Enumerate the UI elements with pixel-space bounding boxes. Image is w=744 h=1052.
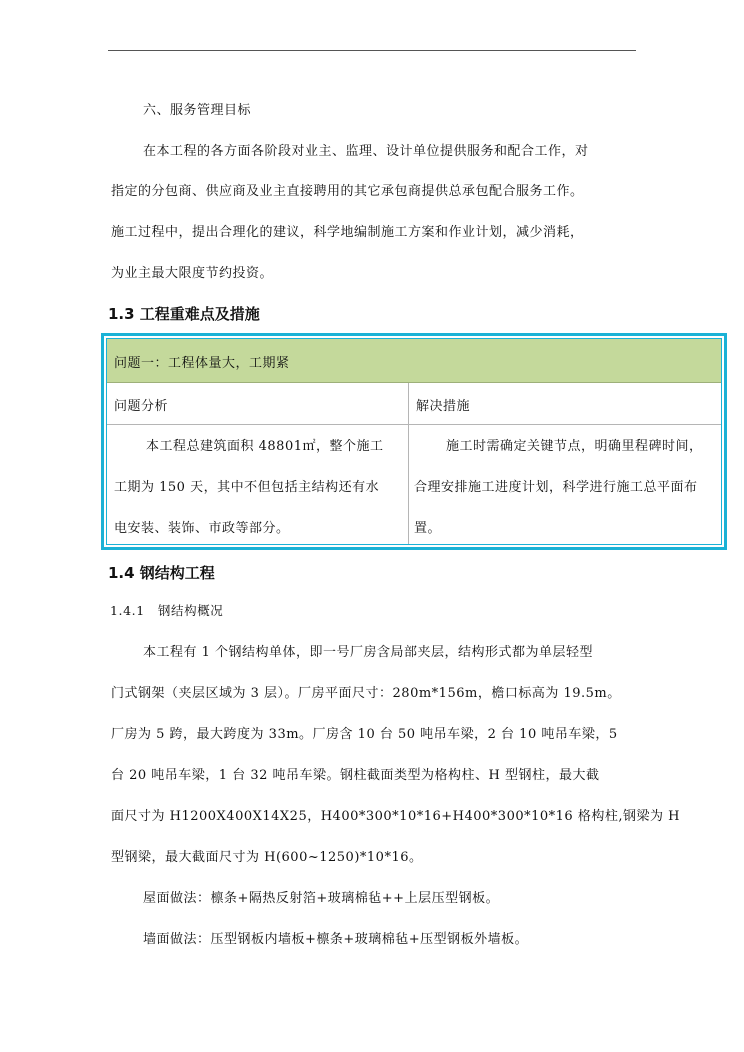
paragraph-line: 门式钢架（夹层区域为 3 层）。厂房平面尺寸：280m*156m，檐口标高为 19.5m。 bbox=[111, 686, 621, 701]
analysis-line: 电安装、装饰、市政等部分。 bbox=[114, 521, 290, 536]
section-1-4-heading: 1.4 钢结构工程 bbox=[108, 564, 215, 582]
header-rule bbox=[108, 50, 636, 51]
paragraph-line: 墙面做法：压型钢板内墙板+檩条+玻璃棉毡+压型钢板外墙板。 bbox=[143, 932, 529, 947]
measures-line: 施工时需确定关键节点，明确里程碑时间， bbox=[446, 439, 703, 454]
issue-title: 问题一：工程体量大，工期紧 bbox=[114, 356, 290, 371]
paragraph-line: 台 20 吨吊车梁，1 台 32 吨吊车梁。钢柱截面类型为格构柱、H 型钢柱，最大截 bbox=[111, 768, 600, 783]
issue-table-inner bbox=[106, 338, 722, 545]
paragraph-line: 本工程有 1 个钢结构单体，即一号厂房含局部夹层，结构形式都为单层轻型 bbox=[143, 645, 594, 660]
paragraph-line: 为业主最大限度节约投资。 bbox=[111, 266, 274, 281]
paragraph-line: 屋面做法：檩条+隔热反射箔+玻璃棉毡++上层压型钢板。 bbox=[143, 891, 500, 906]
issue-table bbox=[101, 333, 727, 550]
paragraph-line: 指定的分包商、供应商及业主直接聘用的其它承包商提供总承包配合服务工作。 bbox=[111, 184, 584, 199]
col-analysis-label: 问题分析 bbox=[114, 399, 169, 414]
column-header-row bbox=[107, 383, 721, 425]
paragraph-line: 厂房为 5 跨，最大跨度为 33m。厂房含 10 台 50 吨吊车梁，2 台 10 吨吊车梁，5 bbox=[111, 727, 618, 742]
col-measures-label: 解决措施 bbox=[416, 399, 471, 414]
section-6-title: 六、服务管理目标 bbox=[143, 103, 252, 118]
paragraph-line: 型钢梁，最大截面尺寸为 H(600~1250)*10*16。 bbox=[111, 850, 423, 865]
paragraph-line: 面尺寸为 H1200X400X14X25，H400*300*10*16+H400*300*10*16 格构柱,钢梁为 H bbox=[111, 809, 680, 824]
measures-line: 置。 bbox=[414, 521, 442, 536]
analysis-line: 工期为 150 天，其中不但包括主结构还有水 bbox=[114, 480, 380, 495]
section-1-4-1-heading: 1.4.1 钢结构概况 bbox=[110, 603, 224, 618]
section-1-3-heading: 1.3 工程重难点及措施 bbox=[108, 305, 260, 323]
paragraph-line: 施工过程中，提出合理化的建议，科学地编制施工方案和作业计划，减少消耗， bbox=[111, 225, 584, 240]
column-divider bbox=[408, 383, 409, 544]
paragraph-line: 在本工程的各方面各阶段对业主、监理、设计单位提供服务和配合工作，对 bbox=[143, 144, 589, 159]
analysis-line: 本工程总建筑面积 48801㎡，整个施工 bbox=[146, 439, 384, 454]
measures-line: 合理安排施工进度计划，科学进行施工总平面布 bbox=[414, 480, 698, 495]
issue-table-header bbox=[107, 339, 721, 383]
